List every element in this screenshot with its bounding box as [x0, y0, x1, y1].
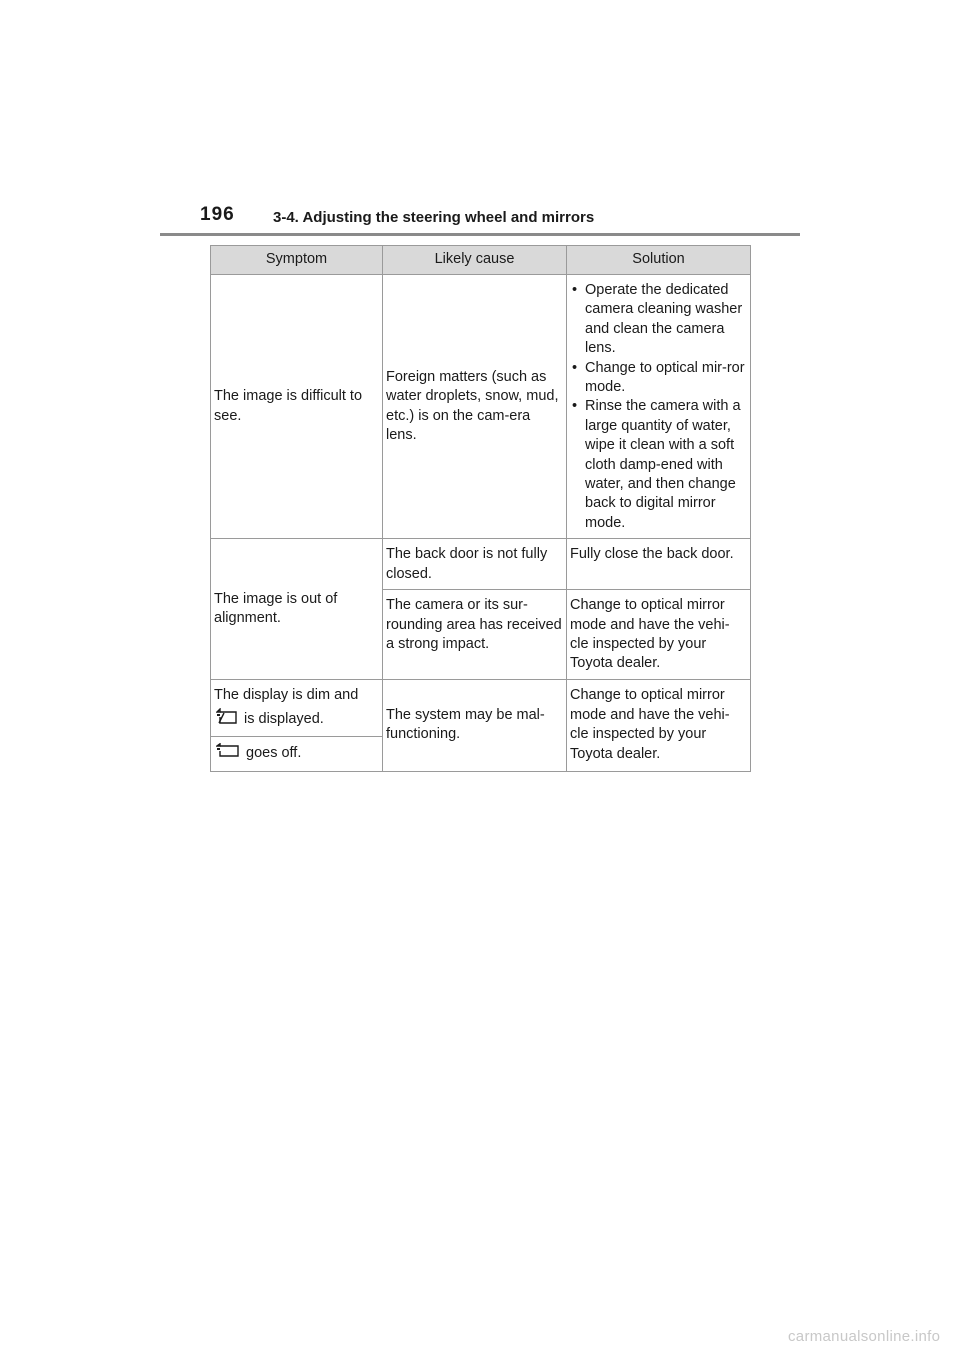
- symptom-line: The display is dim and: [214, 686, 359, 703]
- solution-cell: Change to optical mirror mode and have the vehi-cle inspected by your Toyota dealer.: [567, 679, 751, 771]
- section-title: 3-4. Adjusting the steering wheel and mirrors: [273, 209, 595, 226]
- camera-warning-icon: [216, 708, 238, 730]
- watermark: carmanualsonline.info: [788, 1328, 941, 1345]
- symptom-cell: [211, 736, 383, 771]
- table-row: [211, 275, 751, 539]
- cause-cell: The back door is not fully closed.: [383, 539, 567, 590]
- symptom-line-with-icon: [214, 705, 379, 730]
- symptom-line: goes off.: [246, 745, 302, 762]
- cause-cell: Foreign matters (such as water droplets, snow, mud, etc.) is on the cam-era lens.: [383, 275, 567, 539]
- troubleshooting-table: [210, 245, 751, 772]
- symptom-cell: The image is difficult to see.: [211, 275, 383, 539]
- column-header-symptom: Symptom: [211, 246, 383, 275]
- symptom-line: is displayed.: [244, 711, 324, 728]
- symptom-cell: [211, 679, 383, 736]
- cause-cell: The camera or its sur-rounding area has received a strong impact.: [383, 590, 567, 680]
- solution-cell: Fully close the back door.: [567, 539, 751, 590]
- table-row: [211, 539, 751, 590]
- solution-list: [570, 281, 747, 533]
- table-header-row: [211, 246, 751, 275]
- solution-item: • Operate the dedicated camera cleaning washer and clean the camera lens.: [570, 281, 747, 359]
- cause-cell: The system may be mal-functioning.: [383, 679, 567, 771]
- column-header-likely-cause: Likely cause: [383, 246, 567, 275]
- solution-cell: Change to optical mirror mode and have the vehi-cle inspected by your Toyota dealer.: [567, 590, 751, 680]
- symptom-cell: The image is out of alignment.: [211, 539, 383, 679]
- column-header-solution: Solution: [567, 246, 751, 275]
- page-number: 196: [200, 204, 235, 225]
- solution-cell: [567, 275, 751, 539]
- table-row: [211, 679, 751, 736]
- header-rule: [160, 233, 800, 236]
- solution-item: • Change to optical mir-ror mode.: [570, 359, 747, 398]
- camera-icon: [216, 743, 240, 763]
- solution-item: • Rinse the camera with a large quantity of water, wipe it clean with a soft cloth damp-ened with water, and then change back to digital mirror mode.: [570, 397, 747, 533]
- page-header: [160, 204, 800, 234]
